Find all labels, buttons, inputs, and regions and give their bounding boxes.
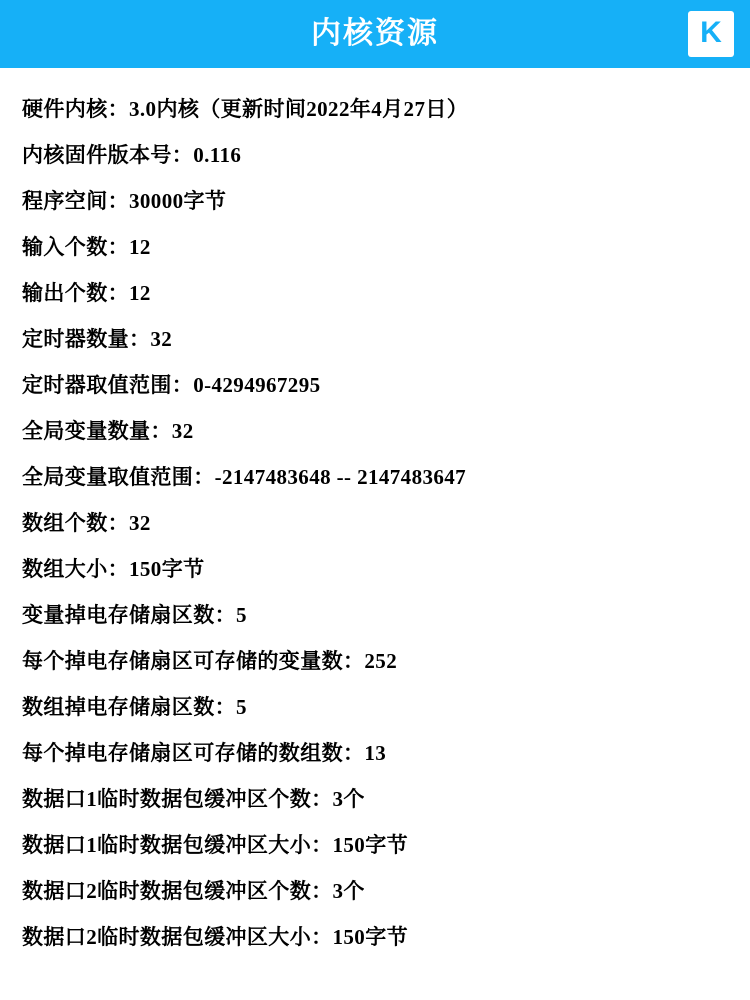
list-item: 数据口2临时数据包缓冲区大小：150字节 bbox=[22, 925, 408, 949]
list-item: 每个掉电存储扇区可存储的变量数：252 bbox=[22, 649, 398, 673]
list-item: 硬件内核：3.0内核（更新时间2022年4月27日） bbox=[22, 97, 469, 121]
list-item: 数据口1临时数据包缓冲区个数：3个 bbox=[22, 787, 365, 811]
list-item: 程序空间：30000字节 bbox=[22, 189, 227, 213]
list-item: 数组个数：32 bbox=[22, 511, 151, 535]
list-item: 每个掉电存储扇区可存储的数组数：13 bbox=[22, 741, 387, 765]
list-item: 数据口2临时数据包缓冲区个数：3个 bbox=[22, 879, 365, 903]
list-item: 内核固件版本号：0.116 bbox=[22, 143, 242, 167]
list-item: 全局变量数量：32 bbox=[22, 419, 194, 443]
list-item: 全局变量取值范围：-2147483648 -- 2147483647 bbox=[22, 465, 467, 489]
list-item: 定时器数量：32 bbox=[22, 327, 173, 351]
list-item: 输入个数：12 bbox=[22, 235, 151, 259]
list-item: 数组大小：150字节 bbox=[22, 557, 205, 581]
list-item: 输出个数：12 bbox=[22, 281, 151, 305]
list-item: 数据口1临时数据包缓冲区大小：150字节 bbox=[22, 833, 408, 857]
list-item: 数组掉电存储扇区数：5 bbox=[22, 695, 247, 719]
list-item: 变量掉电存储扇区数：5 bbox=[22, 603, 247, 627]
brand-logo bbox=[688, 11, 734, 57]
logo-k-icon: K bbox=[700, 16, 722, 49]
page-header bbox=[0, 0, 750, 68]
content-list bbox=[0, 68, 750, 960]
page-title: 内核资源 bbox=[311, 17, 439, 50]
list-item: 定时器取值范围：0-4294967295 bbox=[22, 373, 321, 397]
